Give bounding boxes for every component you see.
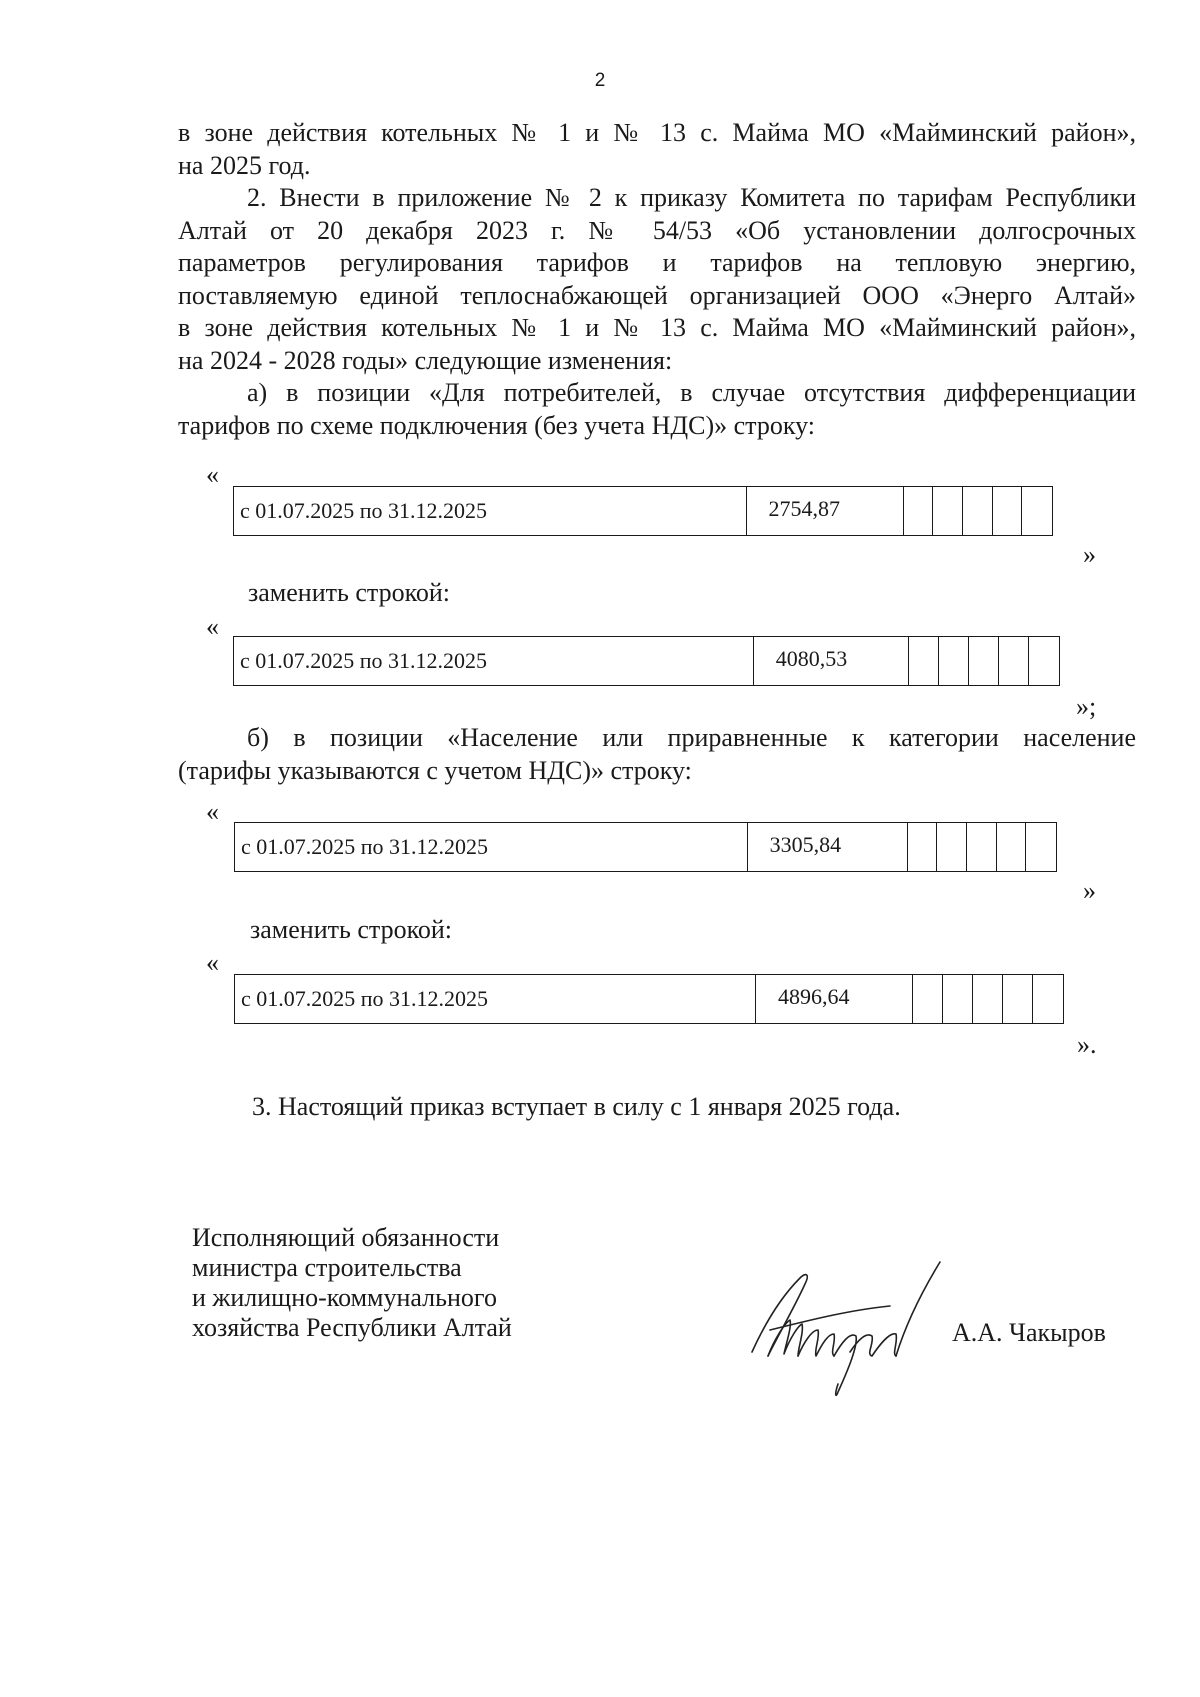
empty-cell	[909, 637, 939, 685]
tariff-row-a-old	[233, 486, 1053, 536]
intro-paragraph	[178, 117, 1136, 182]
item-2-line-1: 2. Внести в приложение № 2 к приказу Комитета по тарифам Республики	[247, 183, 1136, 212]
item-2-line-5: в зоне действия котельных № 1 и № 13 с. Майма МО «Майминский район»,	[178, 313, 1136, 342]
empty-cell	[913, 975, 943, 1023]
open-quote: «	[206, 797, 219, 826]
signatory-title	[192, 1223, 512, 1343]
item-2-line-2: Алтай от 20 декабря 2023 г. № 54/53 «Об установлении долгосрочных	[178, 215, 1136, 245]
page-number: 2	[594, 70, 606, 91]
signatory-title-line-4: хозяйства Республики Алтай	[192, 1313, 512, 1342]
handwritten-signature	[750, 1260, 955, 1400]
tariff-period: с 01.07.2025 по 31.12.2025	[235, 975, 756, 1023]
open-quote: «	[206, 460, 219, 489]
item-b-line-2: (тарифы указываются с учетом НДС)» строку:	[178, 755, 692, 785]
empty-cell	[969, 637, 999, 685]
item-b-paragraph	[178, 722, 1136, 787]
empty-cell	[937, 823, 967, 871]
empty-cell	[967, 823, 997, 871]
close-quote: »	[1083, 540, 1096, 569]
close-quote-semicolon: »;	[1076, 692, 1097, 721]
signatory-title-line-1: Исполняющий обязанности	[192, 1223, 500, 1252]
tariff-value: 4896,64	[756, 975, 913, 1023]
tariff-row-b-old	[234, 822, 1057, 872]
empty-cell	[1026, 823, 1056, 871]
empty-cell	[943, 975, 973, 1023]
item-2-paragraph	[178, 182, 1136, 377]
empty-cell	[1022, 487, 1052, 535]
signatory-title-line-2: министра строительства	[192, 1253, 462, 1282]
item-a-line-1: а) в позиции «Для потребителей, в случае отсутствия дифференциации	[247, 378, 1136, 407]
item-a-paragraph	[178, 377, 1136, 442]
intro-line-1: в зоне действия котельных № 1 и № 13 с. Майма МО «Майминский район»,	[178, 118, 1136, 147]
replace-label-a: заменить строкой:	[248, 578, 451, 607]
tariff-period: с 01.07.2025 по 31.12.2025	[234, 637, 754, 685]
intro-line-2: на 2025 год.	[178, 150, 311, 180]
tariff-value: 4080,53	[754, 637, 910, 685]
item-3-paragraph: 3. Настоящий приказ вступает в силу с 1 января 2025 года.	[252, 1092, 901, 1121]
empty-cell	[963, 487, 993, 535]
item-a-line-2: тарифов по схеме подключения (без учета НДС)» строку:	[178, 410, 815, 440]
empty-cell	[999, 637, 1029, 685]
replace-label-b: заменить строкой:	[250, 915, 453, 944]
item-2-line-3: параметров регулирования тарифов и тарифов на тепловую энергию,	[178, 248, 1136, 277]
tariff-row-b-new	[234, 974, 1064, 1024]
item-2-line-6: на 2024 - 2028 годы» следующие изменения:	[178, 345, 673, 375]
tariff-value: 3305,84	[748, 823, 908, 871]
item-b-line-1: б) в позиции «Население или приравненные к категории население	[247, 723, 1136, 752]
close-quote-period: ».	[1077, 1030, 1097, 1059]
empty-cell	[904, 487, 934, 535]
open-quote: «	[206, 612, 219, 641]
empty-cell	[1029, 637, 1059, 685]
open-quote: «	[206, 948, 219, 977]
empty-cell	[973, 975, 1003, 1023]
empty-cell	[993, 487, 1023, 535]
empty-cell	[1033, 975, 1063, 1023]
item-2-line-4: поставляемую единой теплоснабжающей организацией ООО «Энерго Алтай»	[178, 280, 1136, 310]
tariff-row-a-new	[233, 636, 1060, 686]
tariff-value: 2754,87	[747, 487, 904, 535]
empty-cell	[908, 823, 938, 871]
tariff-period: с 01.07.2025 по 31.12.2025	[234, 487, 747, 535]
empty-cell	[933, 487, 963, 535]
empty-cell	[939, 637, 969, 685]
empty-cell	[997, 823, 1027, 871]
close-quote: »	[1083, 876, 1096, 905]
empty-cell	[1003, 975, 1033, 1023]
tariff-period: с 01.07.2025 по 31.12.2025	[235, 823, 748, 871]
signatory-title-line-3: и жилищно-коммунального	[192, 1283, 497, 1312]
signatory-name: А.А. Чакыров	[952, 1318, 1106, 1347]
